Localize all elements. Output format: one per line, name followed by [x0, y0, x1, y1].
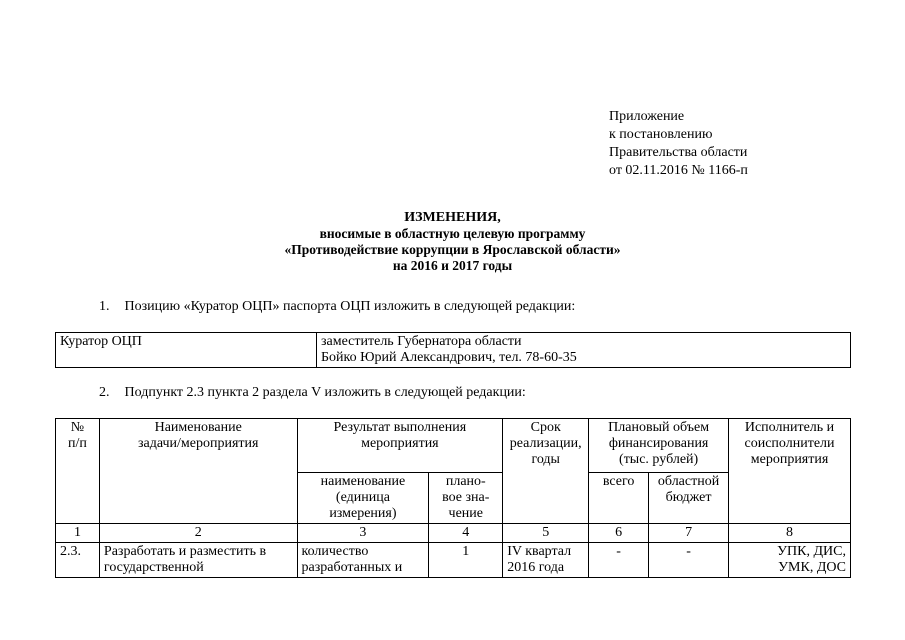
header-text: соисполнители	[744, 436, 835, 451]
header-text: задачи/мероприятия	[137, 436, 259, 451]
cell-text: государственной	[103, 560, 204, 575]
header-finance-regional	[649, 473, 729, 524]
header-text: финансирования	[608, 436, 709, 451]
item-number: 1.	[99, 299, 110, 314]
header-finance-total: всего	[589, 473, 649, 524]
header-text: реализации,	[509, 436, 582, 451]
header-text: областной	[657, 474, 720, 489]
header-text: бюджет	[665, 490, 712, 505]
appendix-line: к постановлению	[609, 127, 713, 142]
title-line: «Противодействие коррупции в Ярославской области»	[284, 242, 621, 257]
header-executor	[729, 419, 851, 524]
document-title	[0, 210, 905, 274]
cell-text: 2016 года	[507, 560, 565, 575]
header-text: вое зна-	[442, 490, 490, 505]
cell-text: УПК, ДИС,	[777, 544, 846, 559]
row-finance-regional: -	[649, 543, 729, 578]
header-text: Плановый объем	[608, 420, 710, 435]
appendix-line: Приложение	[609, 109, 685, 124]
cell-text: УМК, ДОС	[778, 560, 846, 575]
row-finance-total: -	[589, 543, 649, 578]
curator-value-line: заместитель Губернатора области	[321, 334, 522, 349]
header-text: Срок	[530, 420, 561, 435]
item-text: Подпункт 2.3 пункта 2 раздела V изложить в следующей редакции:	[124, 385, 526, 400]
header-text: Результат выполнения	[333, 420, 467, 435]
row-task	[99, 543, 297, 578]
column-number: 2	[99, 524, 297, 543]
row-result-plan: 1	[429, 543, 503, 578]
column-number-row	[56, 524, 851, 543]
item-1	[99, 298, 575, 316]
header-result-plan	[429, 473, 503, 524]
header-text: Наименование	[154, 420, 242, 435]
curator-table	[55, 332, 851, 368]
item-text: Позицию «Куратор ОЦП» паспорта ОЦП изложить в следующей редакции:	[124, 299, 576, 314]
title-line: на 2016 и 2017 годы	[392, 258, 513, 273]
measures-table	[55, 418, 851, 578]
header-text: (единица	[335, 490, 390, 505]
column-number: 8	[729, 524, 851, 543]
row-executor	[729, 543, 851, 578]
column-number: 3	[297, 524, 429, 543]
header-text: годы	[531, 452, 560, 467]
item-2	[99, 384, 526, 402]
header-text: Исполнитель и	[744, 420, 835, 435]
table-header-row	[56, 419, 851, 473]
header-task	[99, 419, 297, 524]
cell-text: количество	[301, 544, 369, 559]
header-text: №	[70, 420, 85, 435]
row-result-name	[297, 543, 429, 578]
column-number: 7	[649, 524, 729, 543]
header-text: п/п	[68, 436, 87, 451]
header-term	[503, 419, 589, 524]
header-text: (тыс. рублей)	[619, 452, 699, 467]
curator-label: Куратор ОЦП	[56, 333, 317, 368]
table-row	[56, 333, 851, 368]
column-number: 4	[429, 524, 503, 543]
column-number: 6	[589, 524, 649, 543]
row-num: 2.3.	[56, 543, 100, 578]
title-line: вносимые в областную целевую программу	[319, 226, 586, 241]
column-number: 5	[503, 524, 589, 543]
cell-text: IV квартал	[507, 544, 572, 559]
header-text: мероприятия	[361, 436, 439, 451]
curator-value-line: Бойко Юрий Александрович, тел. 78-60-35	[321, 350, 577, 365]
header-finance	[589, 419, 729, 473]
curator-value	[317, 333, 851, 368]
cell-text: разработанных и	[301, 560, 403, 575]
table-row	[56, 543, 851, 578]
row-term	[503, 543, 589, 578]
header-result-name	[297, 473, 429, 524]
column-number: 1	[56, 524, 100, 543]
item-number: 2.	[99, 385, 110, 400]
header-num	[56, 419, 100, 524]
header-text: измерения)	[329, 506, 397, 521]
appendix-block	[609, 108, 748, 180]
appendix-line: Правительства области	[609, 145, 748, 160]
header-text: плано-	[445, 474, 486, 489]
cell-text: Разработать и разместить в	[103, 544, 267, 559]
header-text: мероприятия	[750, 452, 829, 467]
appendix-line: от 02.11.2016 № 1166-п	[609, 163, 748, 178]
header-text: наименование	[320, 474, 406, 489]
header-result	[297, 419, 503, 473]
header-text: чение	[448, 506, 483, 521]
title-line: ИЗМЕНЕНИЯ,	[404, 210, 501, 225]
